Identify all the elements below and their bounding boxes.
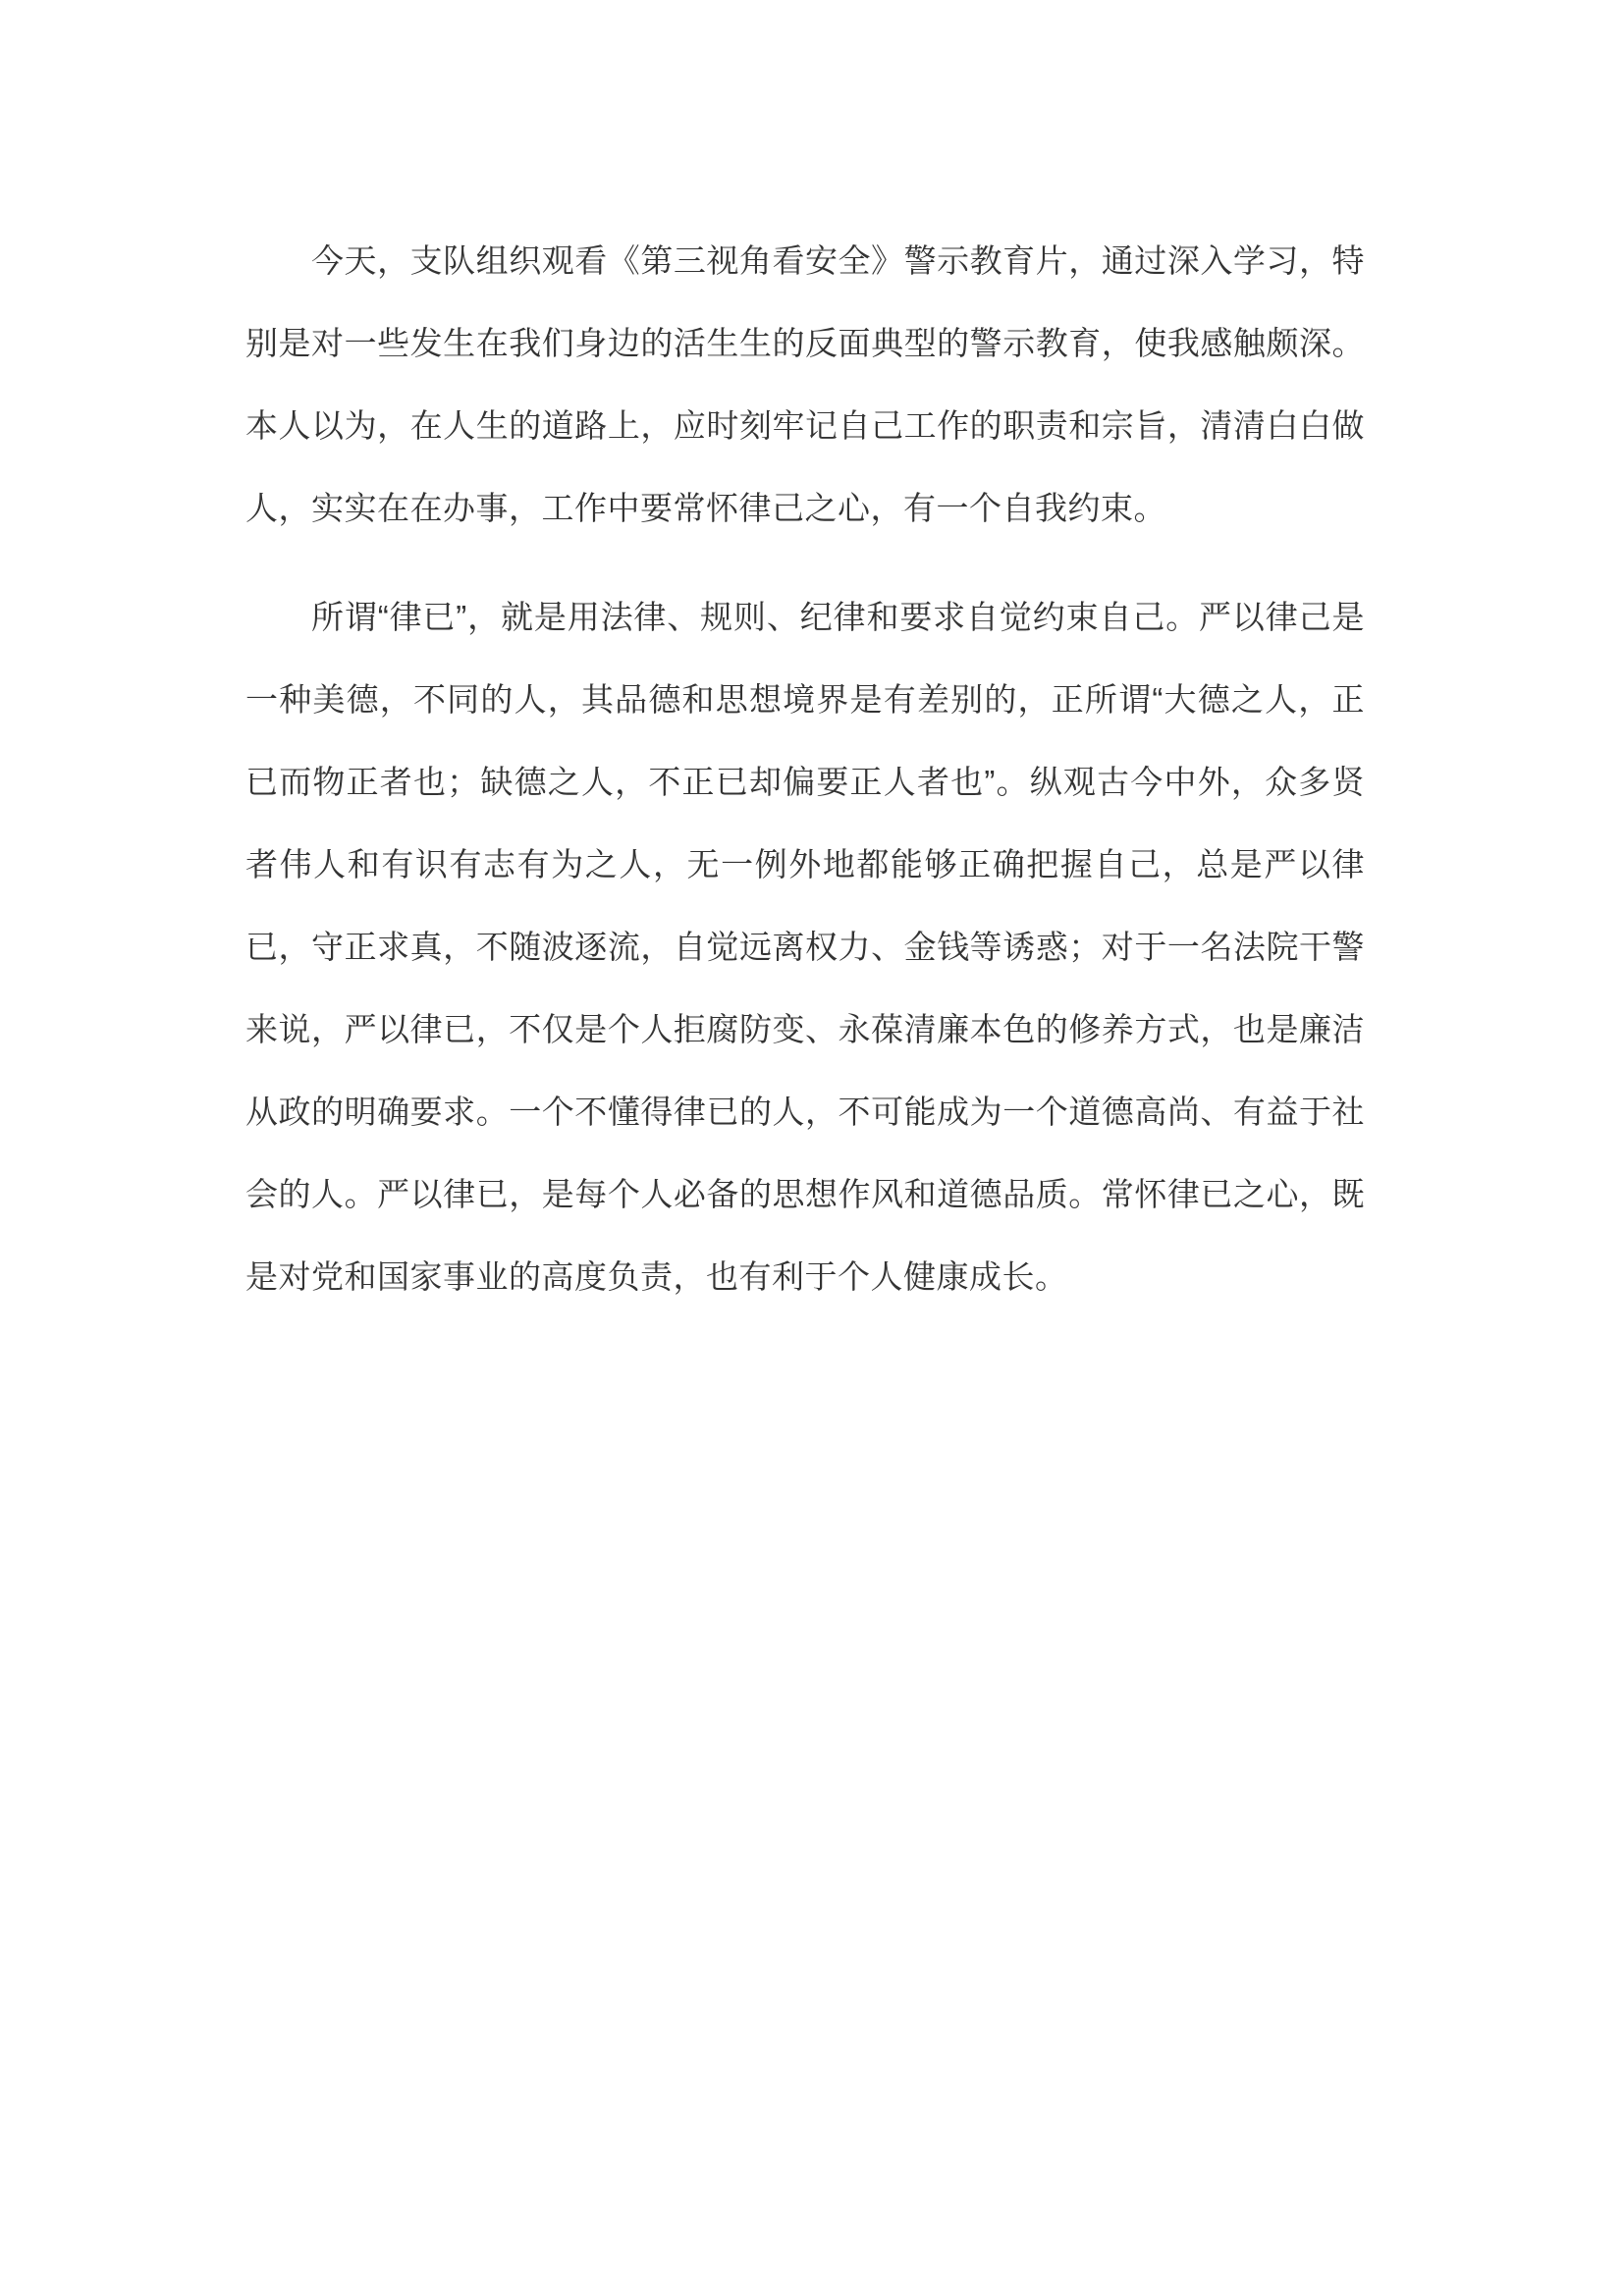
paragraph: 所谓“律已”，就是用法律、规则、纪律和要求自觉约束自己。严以律己是一种美德，不同的人，其品德和思想境界是有差别的，正所谓“大德之人，正已而物正者也；缺德之人，不正已却偏要正人者也”。纵观古今中外，众多贤者伟人和有识有志有为之人，无一例外地都能够正确把握自己，总是严以律已，守正求真，不随波逐流，自觉远离权力、金钱等诱惑；对于一名法院干警来说，严以律已，不仅是个人拒腐防变、永葆清廉本色的修养方式，也是廉洁从政的明确要求。一个不懂得律已的人，不可能成为一个道德高尚、有益于社会的人。严以律已，是每个人必备的思想作风和道德品质。常怀律已之心，既是对党和国家事业的高度负责，也有利于个人健康成长。 xyxy=(245,599,1365,1295)
document-body xyxy=(245,220,1365,1318)
paragraph: 今天，支队组织观看《第三视角看安全》警示教育片，通过深入学习，特别是对一些发生在我们身边的活生生的反面典型的警示教育，使我感触颇深。本人以为，在人生的道路上，应时刻牢记自己工作的职责和宗旨，清清白白做人，实实在在办事，工作中要常怀律己之心，有一个自我约束。 xyxy=(245,242,1365,526)
